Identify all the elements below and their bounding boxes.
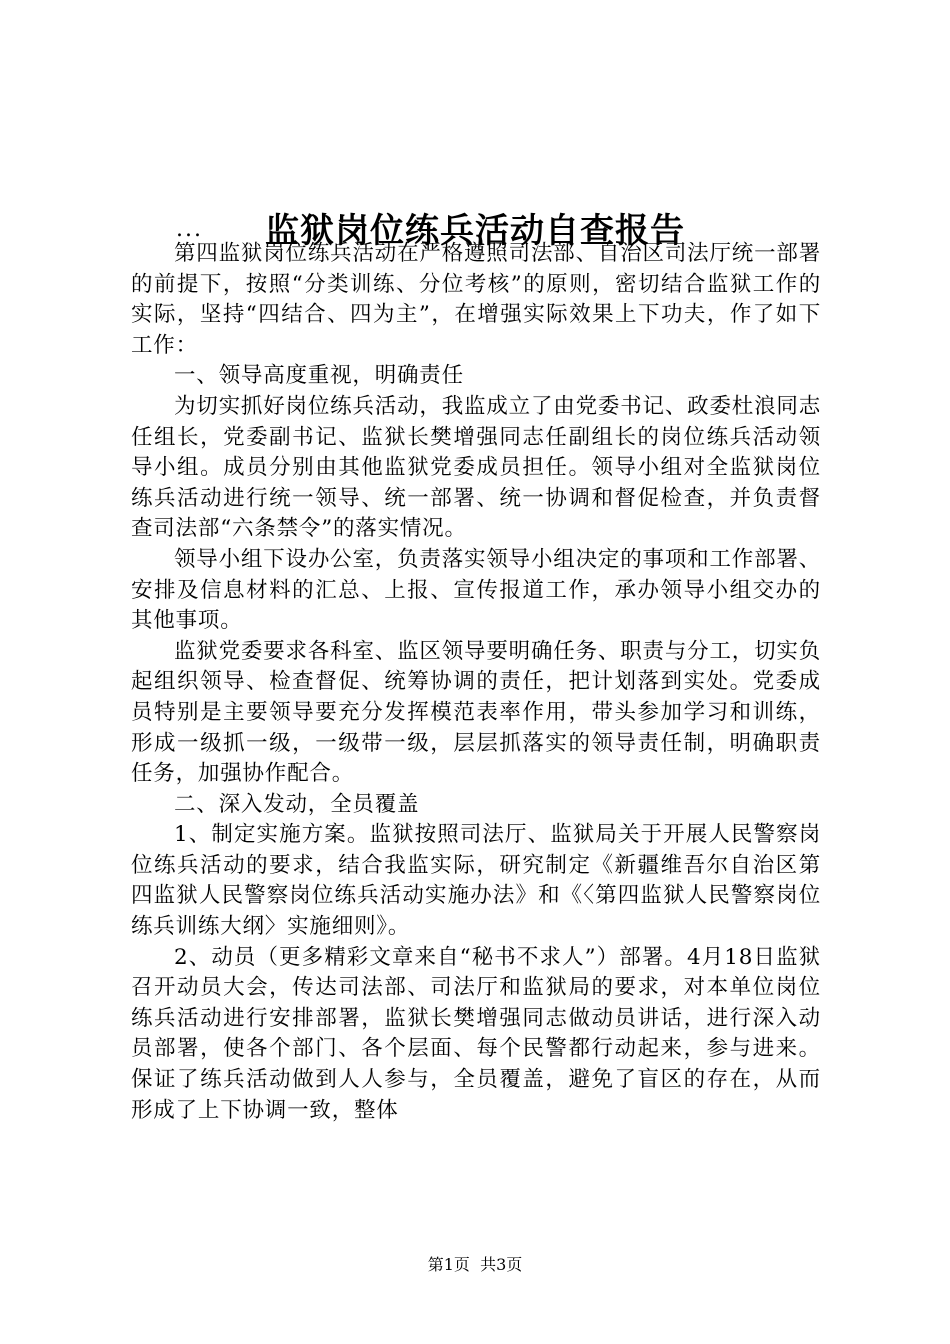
paragraph-plan: 1、制定实施方案。监狱按照司法厅、监狱局关于开展人民警察岗位练兵活动的要求，结合我监实际，研究制定《新疆维吾尔自治区第四监狱人民警察岗位练兵活动实施办法》和《〈第四监狱人民警察岗位练兵训练大纲〉实施细则》。 (131, 822, 821, 940)
section-heading-1: 一、领导高度重视，明确责任 (174, 363, 464, 389)
paragraph-mobilization: 2、动员（更多精彩文章来自“秘书不求人”）部署。4月18日监狱召开动员大会，传达司法部、司法厅和监狱局的要求，对本单位岗位练兵活动进行安排部署，监狱长樊增强同志做动员讲话，进行深入动员部署，使各个部门、各个层面、每个民警都行动起来，参与进来。保证了练兵活动做到人人参与，全员覆盖，避免了盲区的存在，从而形成了上下协调一致，整体 (131, 944, 821, 1123)
paragraph-intro: 第四监狱岗位练兵活动在严格遵照司法部、自治区司法厅统一部署的前提下，按照“分类训练、分位考核”的原则，密切结合监狱工作的实际，坚持“四结合、四为主”，在增强实际效果上下功夫，作了如下工作： (131, 241, 821, 358)
paragraph-office: 领导小组下设办公室，负责落实领导小组决定的事项和工作部署、安排及信息材料的汇总、上报、宣传报道工作，承办领导小组交办的其他事项。 (131, 546, 821, 634)
section-heading-2: 二、深入发动，全员覆盖 (174, 791, 420, 817)
paragraph-party-committee: 监狱党委要求各科室、监区领导要明确任务、职责与分工，切实负起组织领导、检查督促、统筹协调的责任，把计划落到实处。党委成员特别是主要领导要充分发挥模范表率作用，带头参加学习和训练，形成一级抓一级，一级带一级，层层抓落实的领导责任制，明确职责任务，加强协作配合。 (131, 638, 821, 787)
page-footer: 第1页 共3页 (427, 1255, 523, 1274)
document-title: 监狱岗位练兵活动自查报告 (265, 210, 685, 251)
ellipsis-marker: ... (176, 217, 203, 242)
document-body (131, 239, 821, 1126)
paragraph-leading-group: 为切实抓好岗位练兵活动，我监成立了由党委书记、政委杜浪同志任组长，党委副书记、监狱长樊增强同志任副组长的岗位练兵活动领导小组。成员分别由其他监狱党委成员担任。领导小组对全监狱岗位练兵活动进行统一领导、统一部署、统一协调和督促检查，并负责督查司法部“六条禁令”的落实情况。 (131, 393, 821, 542)
